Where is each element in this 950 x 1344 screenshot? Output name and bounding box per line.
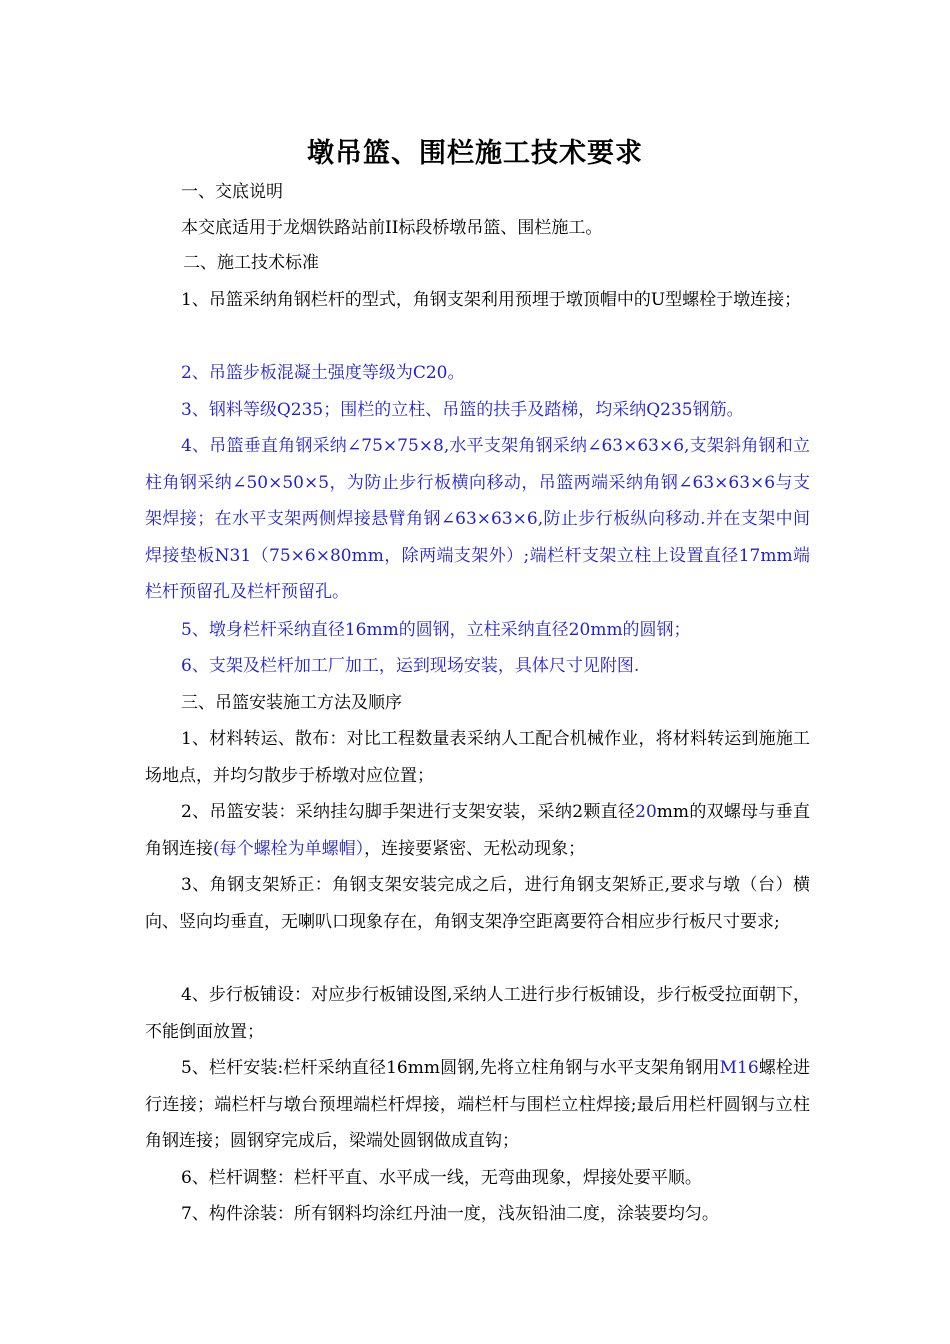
s3-item-2-part-c: mm的双螺母与垂直角钢连接 [145,802,810,859]
s3-item-5-part-b: M16 [719,1058,759,1078]
s3-item-1: 1、材料转运、散布：对比工程数量表采纳人工配合机械作业，将材料转运到施施工场地点，并均匀散步于桥墩对应位置； [145,729,810,786]
s3-item-3: 3、角钢支架矫正：角钢支架安装完成之后，进行角钢支架矫正,要求与墩（台）横向、竖向均垂直，无喇叭口现象存在，角钢支架净空距离要符合相应步行板尺寸要求; [145,875,810,932]
s3-item-2-part-e: ，连接要紧密、无松动现象； [364,838,586,859]
page-title: 墩吊篮、围栏施工技术要求 [307,138,643,169]
s3-item-5-part-c: 螺栓进行连接；端栏杆与墩台预埋端栏杆焊接，端栏杆与围栏立柱焊接;最后用栏杆圆钢与立柱角钢连接；圆钢穿完成后，梁端处圆钢做成直钩； [145,1058,811,1152]
s3-item-4: 4、步行板铺设：对应步行板铺设图,采纳人工进行步行板铺设，步行板受拉面朝下，不能倒面放置； [145,985,810,1042]
section-3-heading: 三、吊篮安装施工方法及顺序 [181,693,402,713]
s2-item-1: 1、吊篮采纳角钢栏杆的型式，角钢支架利用预埋于墩顶帽中的U型螺栓于墩连接； [181,290,802,310]
section-1-text: 本交底适用于龙烟铁路站前II标段桥墩吊篮、围栏施工。 [181,218,603,238]
s2-item-5: 5、墩身栏杆采纳直径16mm的圆钢，立柱采纳直径20mm的圆钢； [181,620,691,640]
s3-item-2-part-b: 20 [635,802,657,822]
s2-item-6: 6、支架及栏杆加工厂加工，运到现场安装，具体尺寸见附图. [181,656,640,676]
s3-item-7: 7、构件涂装：所有钢料均涂红丹油一度，浅灰铅油二度，涂装要均匀。 [181,1204,719,1224]
section-2-heading: 二、施工技术标准 [183,253,319,273]
s3-item-2-part-d: (每个螺栓为单螺帽） [213,838,365,859]
s2-item-3: 3、钢料等级Q235；围栏的立柱、吊篮的扶手及踏梯，均采纳Q235钢筋。 [181,400,744,420]
s3-item-2 [145,794,810,867]
s3-item-5-part-a: 5、栏杆安装:栏杆采纳直径16mm圆钢,先将立柱角钢与水平支架角钢用 [181,1058,720,1078]
s3-item-2-part-a: 2、吊篮安装：采纳挂勾脚手架进行支架安装，采纳2颗直径 [181,802,636,822]
s3-item-5 [145,1050,810,1160]
s2-item-4: 4、吊篮垂直角钢采纳∠75×75×8,水平支架角钢采纳∠63×63×6,支架斜角钢和立柱角钢采纳∠50×50×5，为防止步行板横向移动，吊篮两端采纳角钢∠63×63×6与支架焊接；在水平支架两侧焊接悬臂角钢∠63×63×6,防止步行板纵向移动.并在支架中间焊接垫板N31（75×6×80mm，除两端支架外）;端栏杆支架立柱上设置直径17mm端栏杆预留孔及栏杆预留孔。 [145,436,810,603]
s2-item-2: 2、吊篮步板混凝土强度等级为C20。 [181,363,465,383]
section-1-heading: 一、交底说明 [181,182,283,202]
s3-item-6: 6、栏杆调整：栏杆平直、水平成一线，无弯曲现象，焊接处要平顺。 [181,1168,702,1188]
